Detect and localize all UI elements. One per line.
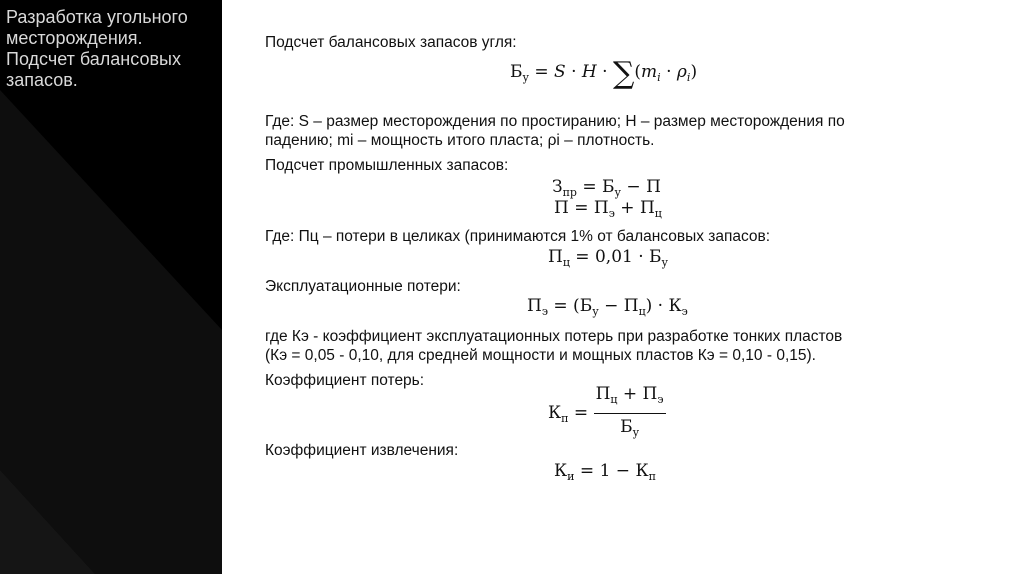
formula-pillar-losses: $П_ц = 0,01 \cdot Б_у$ [548,247,669,269]
formula-loss-coefficient: $К_п$ = $\frac{П_ц + П_э}{Б_у}$ [548,384,666,443]
loss-coefficient-fraction: $\frac{П_ц + П_э}{Б_у}$ [595,384,664,439]
slide-content [265,0,985,574]
formula-industrial-reserves: $З_{пр} = Б_у - П$ [552,177,661,199]
pillar-losses-note: Где: Пц – потери в целиках (принимаются 1% от балансовых запасов: [265,228,771,245]
intro-industrial-reserves: Подсчет промышленных запасов: [265,157,509,174]
formula-balance-reserves: $Б_у = S \cdot H \cdot \sum(m_i \cdot \rho_i)$ [510,56,698,91]
definitions-line-2: падению; mi – мощность итого пласта; ρi – плотность. [265,132,655,149]
operational-coef-line-1: где Кэ - коэффициент эксплуатационных потерь при разработке тонких пластов [265,328,843,345]
formula-extraction-coefficient: $К_и = 1 - К_п$ [554,461,656,483]
slide-title: Разработка угольного месторождения. Подсчет балансовых запасов. [6,7,188,90]
intro-loss-coefficient: Коэффициент потерь: [265,372,425,389]
operational-coef-line-2: (Кэ = 0,05 - 0,10, для средней мощности и мощных пластов Кэ = 0,10 - 0,15). [265,347,816,364]
formula-total-losses: $П = П_э + П_ц$ [554,198,662,220]
left-panel [0,0,222,574]
intro-operational-losses: Эксплуатационные потери: [265,278,461,295]
intro-extraction-coefficient: Коэффициент извлечения: [265,442,459,459]
sum-symbol: ∑ [612,56,635,91]
intro-balance-reserves: Подсчет балансовых запасов угля: [265,34,517,51]
formula-operational-losses: $П_э = (Б_у - П_ц) \cdot К_э$ [527,296,688,318]
definitions-line-1: Где: S – размер месторождения по простиранию; H – размер месторождения по [265,113,845,130]
